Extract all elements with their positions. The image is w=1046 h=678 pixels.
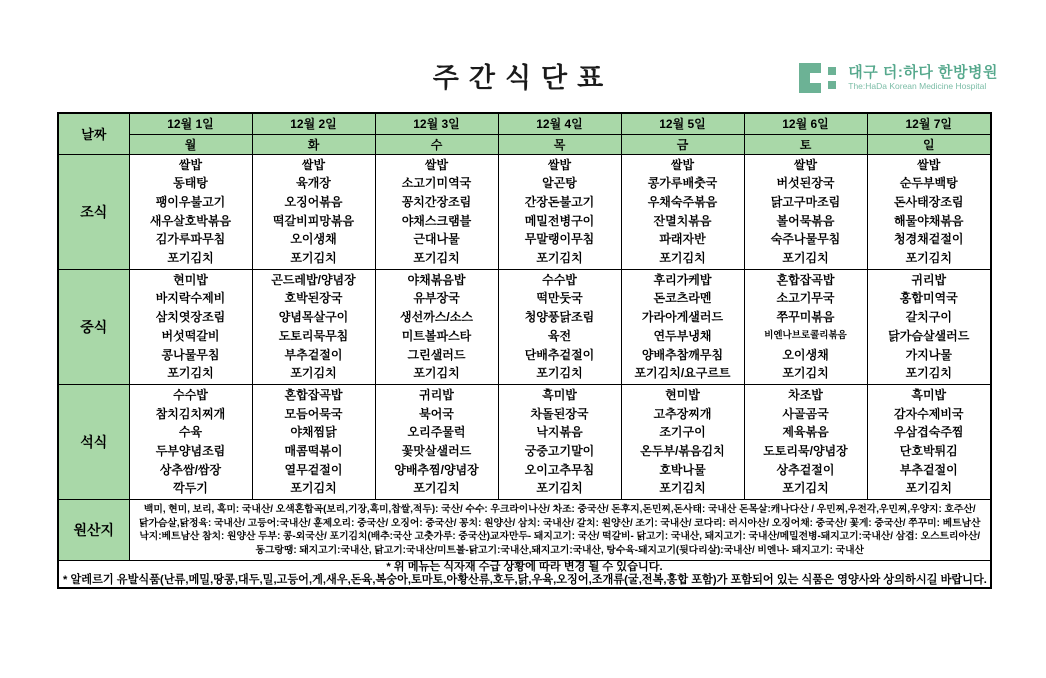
menu-item: 포기김치 <box>905 366 952 381</box>
menu-item: 바지락수제비 <box>155 291 226 306</box>
hospital-name-ko: 대구 더:하다 한방병원 <box>848 64 998 82</box>
menu-item: 궁중고기말이 <box>524 444 595 459</box>
meal-row-label-lunch: 중식 <box>58 269 129 384</box>
weekday-header: 목 <box>498 134 621 154</box>
menu-item: 곤드레밥/양념장 <box>271 272 356 287</box>
menu-item: 상추겉절이 <box>776 462 835 477</box>
menu-item: 쭈꾸미볶음 <box>776 310 835 325</box>
menu-item: 꽁치간장조림 <box>401 194 472 209</box>
menu-item: 포기김치 <box>413 251 460 266</box>
menu-item: 숙주나물무침 <box>770 232 841 247</box>
menu-item: 생선까스/소스 <box>400 310 473 325</box>
menu-item: 수육 <box>178 425 203 440</box>
menu-item: 포기김치 <box>782 366 829 381</box>
menu-item: 유부장국 <box>413 291 460 306</box>
menu-item: 온두부/볶음김치 <box>640 444 725 459</box>
origin-line: 낙지:베트남산 참치: 원양산 두부: 콩-외국산/ 포기김치(배추:국산 고춧가루: 중국산)교자만두- 돼지고기: 국산/ 떡갈비- 닭고기: 국내산, 돼지고기: 국내산/메밀전병-돼지고기:국내산/ 삼겹: 오스트리아산/ <box>139 531 981 543</box>
date-header: 12월 3일 <box>375 113 498 134</box>
menu-item: 가라아게샐러드 <box>641 310 724 325</box>
menu-cell-breakfast <box>129 154 252 269</box>
menu-item: 사골곰국 <box>782 406 829 421</box>
menu-item: 근대나물 <box>413 232 460 247</box>
menu-item: 야채볶음밥 <box>407 272 466 287</box>
menu-item: 포기김치 <box>167 251 214 266</box>
menu-item: 쌀밥 <box>301 157 326 172</box>
menu-item: 순두부백탕 <box>899 176 958 191</box>
menu-item: 혼합잡곡밥 <box>284 387 343 402</box>
menu-item: 포기김치 <box>536 481 583 496</box>
menu-item: 닭고구마조림 <box>770 194 841 209</box>
menu-item: 조기구이 <box>659 425 706 440</box>
menu-item: 현미밥 <box>173 272 208 287</box>
menu-item: 현미밥 <box>665 387 700 402</box>
menu-item: 육개장 <box>296 176 331 191</box>
menu-item: 두부양념조림 <box>155 444 226 459</box>
menu-item: 돈코츠라멘 <box>653 291 712 306</box>
menu-item: 포기김치 <box>536 251 583 266</box>
menu-item: 야채스크램블 <box>401 213 472 228</box>
menu-item: 미트볼파스타 <box>401 328 472 343</box>
menu-item: 청양풍닭조림 <box>524 310 595 325</box>
menu-item: 야채찜닭 <box>290 425 337 440</box>
menu-cell-lunch <box>498 269 621 384</box>
note-line: * 위 메뉴는 식자재 수급 상황에 따라 변경 될 수 있습니다. <box>386 561 663 574</box>
menu-item: 포기김치/요구르트 <box>634 366 731 381</box>
menu-item: 호박나물 <box>659 462 706 477</box>
date-header: 12월 7일 <box>867 113 991 134</box>
menu-item: 양배추찜/양념장 <box>394 462 479 477</box>
menu-item: 양배추참깨무침 <box>641 347 724 362</box>
menu-item: 오이고추무침 <box>524 462 595 477</box>
menu-item: 오리주물럭 <box>407 425 466 440</box>
menu-cell-lunch <box>252 269 375 384</box>
menu-item: 간장돈불고기 <box>524 194 595 209</box>
note-line: * 알레르기 유발식품(난류,메밀,땅콩,대두,밀,고등어,게,새우,돈육,복숭아,토마토,아황산류,호두,닭,우육,오징어,조개류(굴,전복,홍합 포함)가 포함되어 있는 식품은 영양사와 상의하시길 바랍니다. <box>63 574 987 587</box>
menu-item: 오이생채 <box>290 232 337 247</box>
menu-item: 갈치구이 <box>905 310 952 325</box>
menu-item: 포기김치 <box>905 481 952 496</box>
date-header: 12월 4일 <box>498 113 621 134</box>
menu-item: 떡갈비피망볶음 <box>272 213 355 228</box>
menu-item: 김가루파무침 <box>155 232 226 247</box>
menu-item: 참치김치찌개 <box>155 406 226 421</box>
menu-item: 포기김치 <box>905 251 952 266</box>
menu-item: 후리가케밥 <box>653 272 712 287</box>
menu-cell-dinner <box>375 384 498 499</box>
weekday-header: 월 <box>129 134 252 154</box>
menu-cell-dinner <box>252 384 375 499</box>
menu-item: 콩가루배춧국 <box>647 176 718 191</box>
menu-item: 쌀밥 <box>178 157 203 172</box>
menu-item: 도토리묵/양념장 <box>763 444 848 459</box>
menu-item: 부추겉절이 <box>899 462 958 477</box>
menu-item: 감자수제비국 <box>893 406 964 421</box>
date-corner-label: 날짜 <box>58 113 129 154</box>
menu-item: 팽이우불고기 <box>155 194 226 209</box>
menu-item: 양념목살구이 <box>278 310 349 325</box>
hospital-logo-icon <box>799 60 839 96</box>
menu-cell-lunch <box>621 269 744 384</box>
menu-cell-lunch <box>867 269 991 384</box>
menu-item: 버섯된장국 <box>776 176 835 191</box>
page-header <box>0 0 1046 112</box>
menu-item: 포기김치 <box>782 481 829 496</box>
origin-line: 백미, 현미, 보리, 흑미: 국내산/ 오색혼합곡(보리,기장,흑미,찹쌀,적두): 국산/ 수수: 우크라이나산/ 차조: 중국산/ 돈후지,돈민찌,돈사태: 국내산 돈목살:캐나다산 / 우민찌,우전각,우민찌,우양지: 호주산/ <box>143 504 976 516</box>
menu-item: 소고기무국 <box>776 291 835 306</box>
weekday-header: 일 <box>867 134 991 154</box>
date-header: 12월 2일 <box>252 113 375 134</box>
menu-item: 해물야채볶음 <box>893 213 964 228</box>
menu-item: 버섯떡갈비 <box>161 328 220 343</box>
weekday-header: 화 <box>252 134 375 154</box>
hospital-name-en: The:HaDa Korean Medicine Hospital <box>848 80 987 91</box>
menu-item: 귀리밥 <box>911 272 947 287</box>
menu-cell-dinner <box>867 384 991 499</box>
menu-cell-breakfast <box>744 154 867 269</box>
meal-row-label-dinner: 석식 <box>58 384 129 499</box>
menu-item: 상추쌈/쌈장 <box>159 462 222 477</box>
menu-cell-lunch <box>129 269 252 384</box>
menu-item: 볼어묵볶음 <box>776 213 835 228</box>
weekday-header: 수 <box>375 134 498 154</box>
notes-cell <box>58 561 991 589</box>
menu-item: 귀리밥 <box>419 387 454 402</box>
menu-item: 포기김치 <box>536 366 583 381</box>
menu-item: 쌀밥 <box>917 157 941 172</box>
menu-item: 포기김치 <box>659 481 706 496</box>
menu-cell-breakfast <box>252 154 375 269</box>
menu-item: 홍합미역국 <box>899 291 958 306</box>
menu-cell-dinner <box>744 384 867 499</box>
menu-item: 연두부냉채 <box>653 328 712 343</box>
menu-item: 우삼겹숙주찜 <box>893 425 964 440</box>
menu-item: 차돌된장국 <box>530 406 589 421</box>
menu-item: 메밀전병구이 <box>524 213 595 228</box>
menu-cell-dinner <box>621 384 744 499</box>
page-title: 주간식단표 <box>432 63 614 93</box>
hospital-logo-text <box>848 64 998 91</box>
origin-row-label: 원산지 <box>58 500 129 561</box>
menu-item: 흑미밥 <box>542 387 577 402</box>
menu-cell-lunch <box>375 269 498 384</box>
menu-item: 닭가슴살샐러드 <box>888 328 970 343</box>
menu-item: 포기김치 <box>659 251 706 266</box>
menu-item: 포기김치 <box>290 481 337 496</box>
menu-item: 포기김치 <box>290 251 337 266</box>
menu-item: 쌀밥 <box>547 157 572 172</box>
menu-cell-breakfast <box>621 154 744 269</box>
menu-item: 매콤떡볶이 <box>284 444 343 459</box>
menu-item: 혼합잡곡밥 <box>776 272 835 287</box>
menu-item: 육전 <box>547 328 572 343</box>
menu-item: 흑미밥 <box>911 387 947 402</box>
menu-item: 부추겉절이 <box>284 347 343 362</box>
menu-item: 쌀밥 <box>793 157 818 172</box>
menu-cell-dinner <box>498 384 621 499</box>
menu-item: 콩나물무침 <box>161 347 220 362</box>
menu-item: 알곤탕 <box>542 176 577 191</box>
menu-item: 쌀밥 <box>670 157 695 172</box>
menu-item: 비엔나브로콜리볶음 <box>764 329 847 341</box>
menu-item: 모듬어묵국 <box>284 406 343 421</box>
menu-item: 북어국 <box>419 406 454 421</box>
menu-item: 포기김치 <box>167 366 214 381</box>
date-header: 12월 6일 <box>744 113 867 134</box>
menu-item: 새우살호박볶음 <box>149 213 232 228</box>
menu-cell-breakfast <box>498 154 621 269</box>
menu-table <box>57 112 992 589</box>
menu-item: 오징어볶음 <box>284 194 343 209</box>
menu-item: 떡만둣국 <box>536 291 583 306</box>
meal-row-label-breakfast: 조식 <box>58 154 129 269</box>
menu-item: 깍두기 <box>173 481 208 496</box>
menu-cell-breakfast <box>867 154 991 269</box>
menu-item: 돈사태장조림 <box>893 194 964 209</box>
menu-item: 포기김치 <box>782 251 829 266</box>
menu-item: 파래자반 <box>659 232 706 247</box>
menu-item: 차조밥 <box>788 387 823 402</box>
origin-line: 동그랑땡: 돼지고기:국내산, 닭고기:국내산/미트볼-닭고기:국내산,돼지고기:국내산, 탕수육-돼지고기(뒷다리살):국내산/ 비엔나- 돼지고기: 국내산 <box>255 544 865 556</box>
menu-item: 수수밥 <box>173 387 208 402</box>
menu-item: 고추장찌개 <box>653 406 712 421</box>
menu-item: 포기김치 <box>413 481 460 496</box>
menu-item: 동태탕 <box>173 176 208 191</box>
menu-item: 단호박튀김 <box>899 444 958 459</box>
menu-item: 오이생채 <box>782 347 829 362</box>
menu-item: 호박된장국 <box>284 291 343 306</box>
menu-item: 낙지볶음 <box>536 425 583 440</box>
menu-item: 잔멸치볶음 <box>653 213 712 228</box>
menu-item: 단배추겉절이 <box>524 347 595 362</box>
menu-cell-lunch <box>744 269 867 384</box>
menu-item: 청경채겉절이 <box>893 232 964 247</box>
hospital-logo <box>799 60 998 96</box>
menu-item: 꽃맛살샐러드 <box>401 444 472 459</box>
weekday-header: 토 <box>744 134 867 154</box>
menu-item: 도토리묵무침 <box>278 328 349 343</box>
menu-item: 수수밥 <box>542 272 577 287</box>
menu-item: 그린샐러드 <box>407 347 466 362</box>
date-header: 12월 1일 <box>129 113 252 134</box>
origin-cell <box>129 500 991 561</box>
menu-item: 열무겉절이 <box>284 462 343 477</box>
menu-item: 포기김치 <box>290 366 337 381</box>
menu-item: 가지나물 <box>905 347 952 362</box>
menu-item: 삼치엿장조림 <box>155 310 226 325</box>
menu-item: 쌀밥 <box>424 157 449 172</box>
menu-item: 포기김치 <box>413 366 460 381</box>
weekday-header: 금 <box>621 134 744 154</box>
menu-item: 무말랭이무침 <box>524 232 595 247</box>
origin-line: 닭가슴살,닭정육: 국내산/ 고등어:국내산/ 훈제오리: 중국산/ 오징어: 중국산/ 꽁치: 원양산/ 삼치: 국내산/ 갈치: 원양산/ 조기: 국내산/ 코다리: 러시아산/ 오징어채: 중국산/ 꽃게: 중국산/ 쭈꾸미: 베트남산 <box>139 517 981 529</box>
menu-item: 소고기미역국 <box>401 176 472 191</box>
menu-item: 우채숙주볶음 <box>647 194 718 209</box>
date-header: 12월 5일 <box>621 113 744 134</box>
menu-cell-breakfast <box>375 154 498 269</box>
menu-cell-dinner <box>129 384 252 499</box>
menu-item: 제육볶음 <box>782 425 829 440</box>
